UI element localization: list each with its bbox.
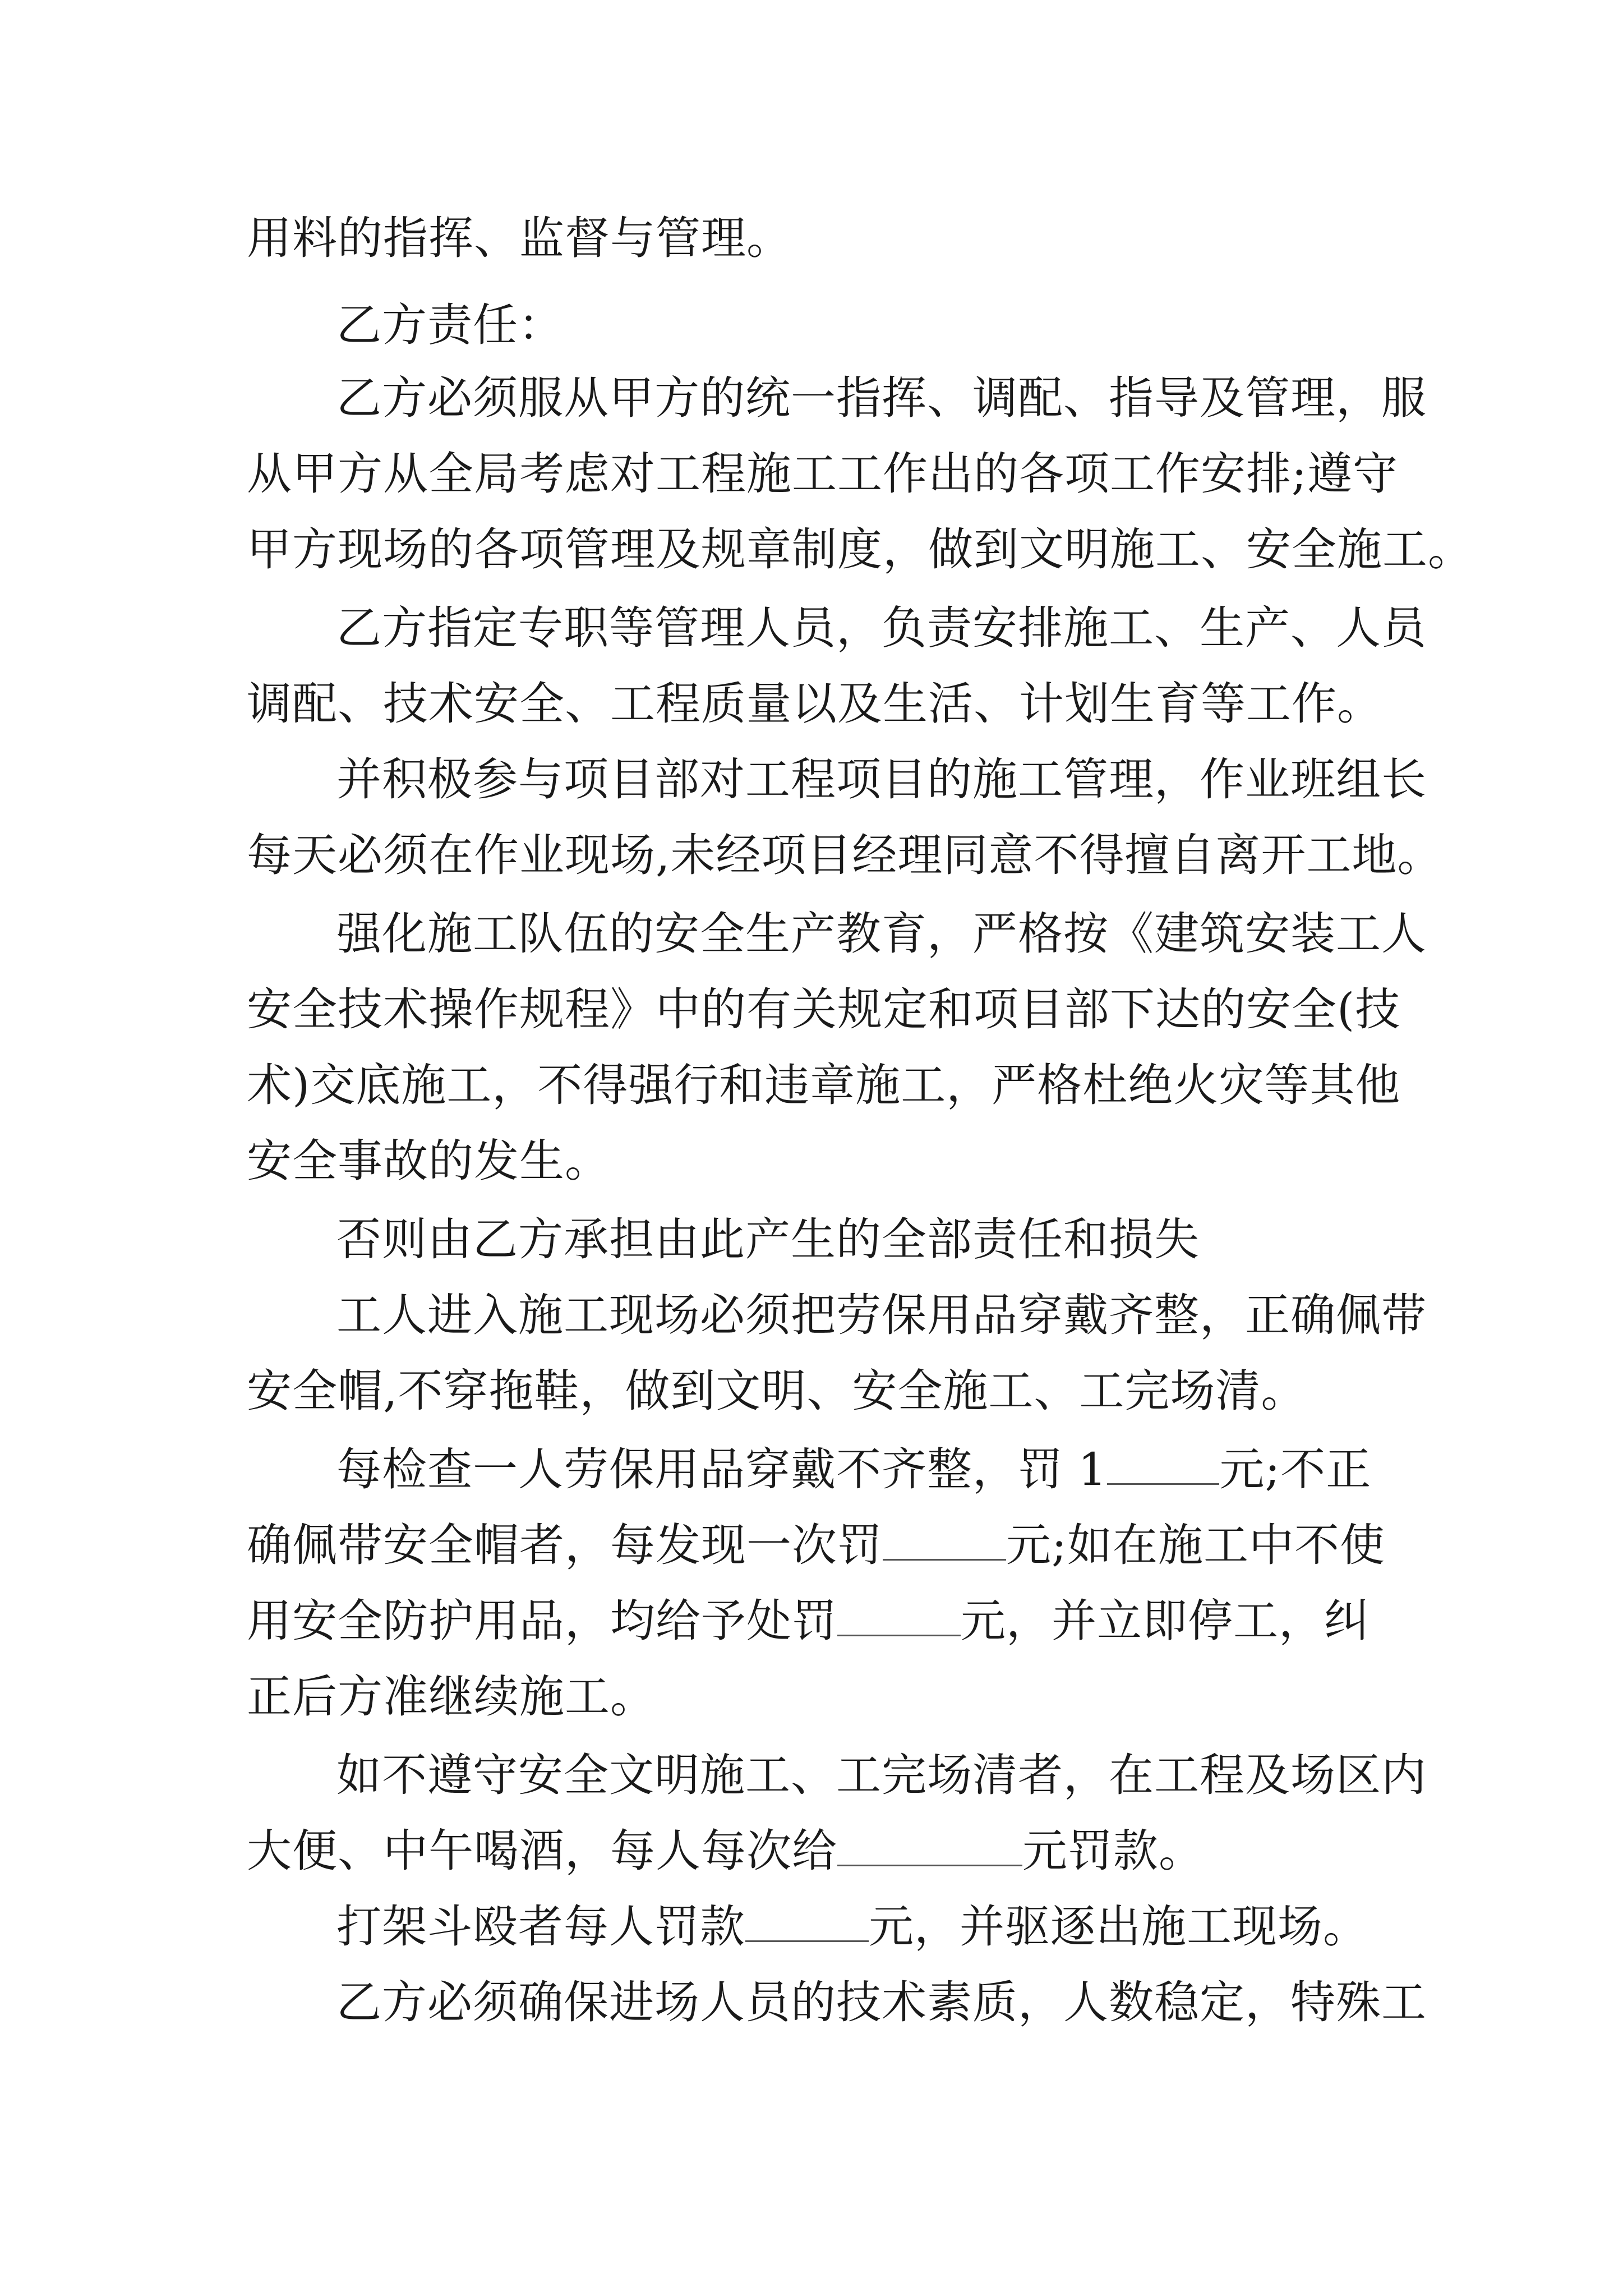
section-heading: 乙方责任： <box>336 299 564 351</box>
text-line: 术)交底施工，不得强行和违章施工，严格杜绝火灾等其他 <box>247 1059 1401 1111</box>
text-line: 每天必须在作业现场,未经项目经理同意不得擅自离开工地。 <box>247 829 1443 881</box>
blank-field[interactable] <box>837 1595 961 1636</box>
blank-field[interactable] <box>837 1825 1022 1866</box>
text-line <box>247 1823 1204 1879</box>
text-line: 从甲方从全局考虑对工程施工工作出的各项工作安排;遵守 <box>247 448 1398 500</box>
text-line: 用料的指挥、监督与管理。 <box>247 212 792 264</box>
text-line: 正后方准继续施工。 <box>247 1671 656 1723</box>
text-line <box>336 1899 1368 1955</box>
text-segment: 打架斗殴者每人罚款 <box>336 1901 745 1953</box>
text-line: 乙方必须确保进场人员的技术素质，人数稳定，特殊工 <box>336 1976 1427 2028</box>
text-line: 强化施工队伍的安全生产教育，严格按《建筑安装工人 <box>336 908 1427 960</box>
text-line: 乙方必须服从甲方的统一指挥、调配、指导及管理，服 <box>336 372 1427 424</box>
text-line: 甲方现场的各项管理及规章制度，做到文明施工、安全施工。 <box>247 523 1473 576</box>
text-line <box>247 1517 1385 1573</box>
text-line: 否则由乙方承担由此产生的全部责任和损失 <box>336 1213 1200 1266</box>
text-segment: 用安全防护用品，均给予处罚 <box>247 1595 837 1647</box>
blank-field[interactable] <box>1107 1444 1219 1485</box>
text-segment: 元，并立即停工，纠 <box>961 1595 1370 1647</box>
text-line: 安全事故的发生。 <box>247 1135 610 1187</box>
text-line: 安全技术操作规程》中的有关规定和项目部下达的安全(技 <box>247 983 1401 1036</box>
text-line: 如不遵守安全文明施工、工完场清者，在工程及场区内 <box>336 1749 1427 1801</box>
text-line: 乙方指定专职等管理人员，负责安排施工、生产、人员 <box>336 602 1427 654</box>
text-segment: 元罚款。 <box>1022 1825 1204 1877</box>
text-line: 工人进入施工现场必须把劳保用品穿戴齐整，正确佩带 <box>336 1289 1427 1341</box>
text-segment: 元，并驱逐出施工现场。 <box>869 1901 1368 1953</box>
text-segment: 元;如在施工中不使 <box>1006 1519 1385 1571</box>
text-segment: 每检查一人劳保用品穿戴不齐整，罚 1 <box>336 1443 1108 1496</box>
text-line: 安全帽,不穿拖鞋，做到文明、安全施工、工完场清。 <box>247 1365 1307 1417</box>
text-line: 并积极参与项目部对工程项目的施工管理，作业班组长 <box>336 753 1427 806</box>
text-line <box>247 1593 1370 1649</box>
text-segment: 大便、中午喝酒，每人每次给 <box>247 1825 837 1877</box>
text-line <box>336 1442 1371 1498</box>
text-segment: 元;不正 <box>1219 1443 1372 1496</box>
text-segment: 确佩带安全帽者，每发现一次罚 <box>247 1519 883 1571</box>
text-line: 调配、技术安全、工程质量以及生活、计划生育等工作。 <box>247 678 1382 730</box>
blank-field[interactable] <box>883 1520 1006 1561</box>
blank-field[interactable] <box>745 1901 869 1942</box>
